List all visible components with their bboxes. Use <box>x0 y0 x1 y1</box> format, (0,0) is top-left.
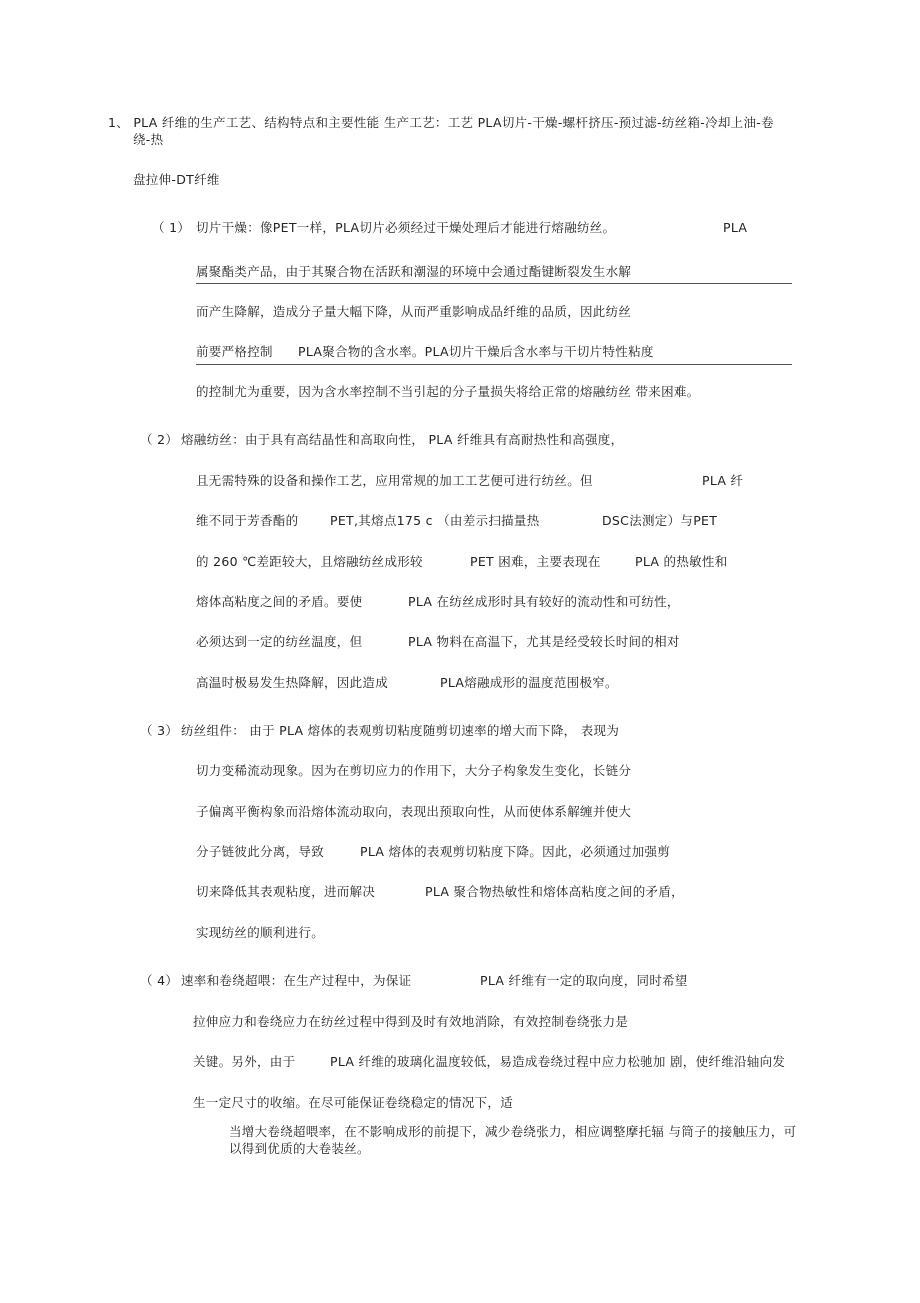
paragraph-text: 熔融纺丝：由于具有高结晶性和高取向性， PLA 纤维具有高耐热性和高强度， <box>181 432 624 447</box>
paragraph-text: 的 260 ℃差距较大，且熔融纺丝成形较 <box>196 554 423 569</box>
underline-rule <box>196 364 792 365</box>
section-number: （ 4） <box>140 973 179 988</box>
paragraph-text: DSC法测定）与PET <box>602 513 718 528</box>
paragraph-text: 熔体高粘度之间的矛盾。要使 <box>196 594 363 609</box>
heading-line: 盘拉伸-DT纤维 <box>133 172 220 187</box>
paragraph-text: PLA 在纺丝成形时具有较好的流动性和可纺性， <box>408 594 680 609</box>
paragraph-text: 的控制尤为重要，因为含水率控制不当引起的分子量损失将给正常的熔融纺丝 带来困难。 <box>196 384 700 399</box>
paragraph-text: PLA 聚合物热敏性和熔体高粘度之间的矛盾， <box>425 884 684 899</box>
paragraph-text: PLA <box>723 220 748 235</box>
paragraph-text: 实现纺丝的顺利进行。 <box>196 925 325 940</box>
paragraph-text: 切力变稀流动现象。因为在剪切应力的作用下，大分子构象发生变化，长链分 <box>196 763 632 778</box>
paragraph-text: 纺丝组件： 由于 PLA 熔体的表观剪切粘度随剪切速率的增大而下降， 表现为 <box>181 723 620 738</box>
paragraph-text: 维不同于芳香酯的 <box>196 513 299 528</box>
underline-rule <box>196 283 792 284</box>
paragraph-text: PLA 纤维的玻璃化温度较低，易造成卷绕过程中应力松驰加 剧，使纤维沿轴向发 <box>330 1054 786 1069</box>
paragraph-text: 关键。另外，由于 <box>193 1054 296 1069</box>
paragraph-text: 速率和卷绕超喂：在生产过程中，为保证 <box>181 973 412 988</box>
section-number: （ 1） <box>152 220 191 235</box>
paragraph-text: 而产生降解，造成分子量大幅下降，从而严重影响成品纤维的品质，因此纺丝 <box>196 304 632 319</box>
paragraph-text: 当增大卷绕超喂率，在不影响成形的前提下，减少卷绕张力，相应调整摩托辐 与筒子的接触压力，可 <box>229 1124 797 1139</box>
paragraph-text: PLA 物料在高温下，尤其是经受较长时间的相对 <box>408 634 680 649</box>
paragraph-text: 高温时极易发生热降解，因此造成 <box>196 675 389 690</box>
paragraph-text: PLA 熔体的表观剪切粘度下降。因此，必须通过加强剪 <box>360 844 671 859</box>
paragraph-text: 拉伸应力和卷绕应力在纺丝过程中得到及时有效地消除，有效控制卷绕张力是 <box>193 1014 629 1029</box>
section-number: （ 3） <box>140 723 179 738</box>
paragraph-text: PLA 纤 <box>702 473 744 488</box>
paragraph-text: 子偏离平衡构象而沿熔体流动取向，表现出预取向性，从而使体系解缠并使大 <box>196 804 632 819</box>
paragraph-text: 切来降低其表观粘度，进而解决 <box>196 884 376 899</box>
paragraph-text: 属聚酯类产品，由于其聚合物在活跃和潮湿的环境中会通过酯键断裂发生水解 <box>196 264 632 279</box>
paragraph-text: 以得到优质的大卷装丝。 <box>229 1141 370 1156</box>
paragraph-text: 分子链彼此分离，导致 <box>196 844 325 859</box>
section-number: （ 2） <box>140 432 179 447</box>
paragraph-text: 生一定尺寸的收缩。在尽可能保证卷绕稳定的情况下，适 <box>193 1095 514 1110</box>
paragraph-text: PLA 纤维有一定的取向度，同时希望 <box>480 973 688 988</box>
paragraph-text: 必须达到一定的纺丝温度，但 <box>196 634 363 649</box>
paragraph-text: PLA 的热敏性和 <box>635 554 728 569</box>
paragraph-text: 切片干燥：像PET一样，PLA切片必须经过干燥处理后才能进行熔融纺丝。 <box>196 220 616 235</box>
heading-line: 绕-热 <box>133 132 164 147</box>
paragraph-text: 且无需特殊的设备和操作工艺，应用常规的加工工艺便可进行纺丝。但 <box>196 473 593 488</box>
paragraph-text: PET,其熔点175 c （由差示扫描量热 <box>330 513 540 528</box>
heading-line: 1、 PLA 纤维的生产工艺、结构特点和主要性能 生产工艺：工艺 PLA切片-干燥-螺杆挤压-预过滤-纺丝箱-冷却上油-卷 <box>108 115 774 130</box>
paragraph-text: PLA熔融成形的温度范围极窄。 <box>440 675 618 690</box>
paragraph-text: PLA聚合物的含水率。PLA切片干燥后含水率与干切片特性粘度 <box>298 344 654 359</box>
paragraph-text: 前要严格控制 <box>196 344 273 359</box>
paragraph-text: PET 困难，主要表现在 <box>470 554 601 569</box>
